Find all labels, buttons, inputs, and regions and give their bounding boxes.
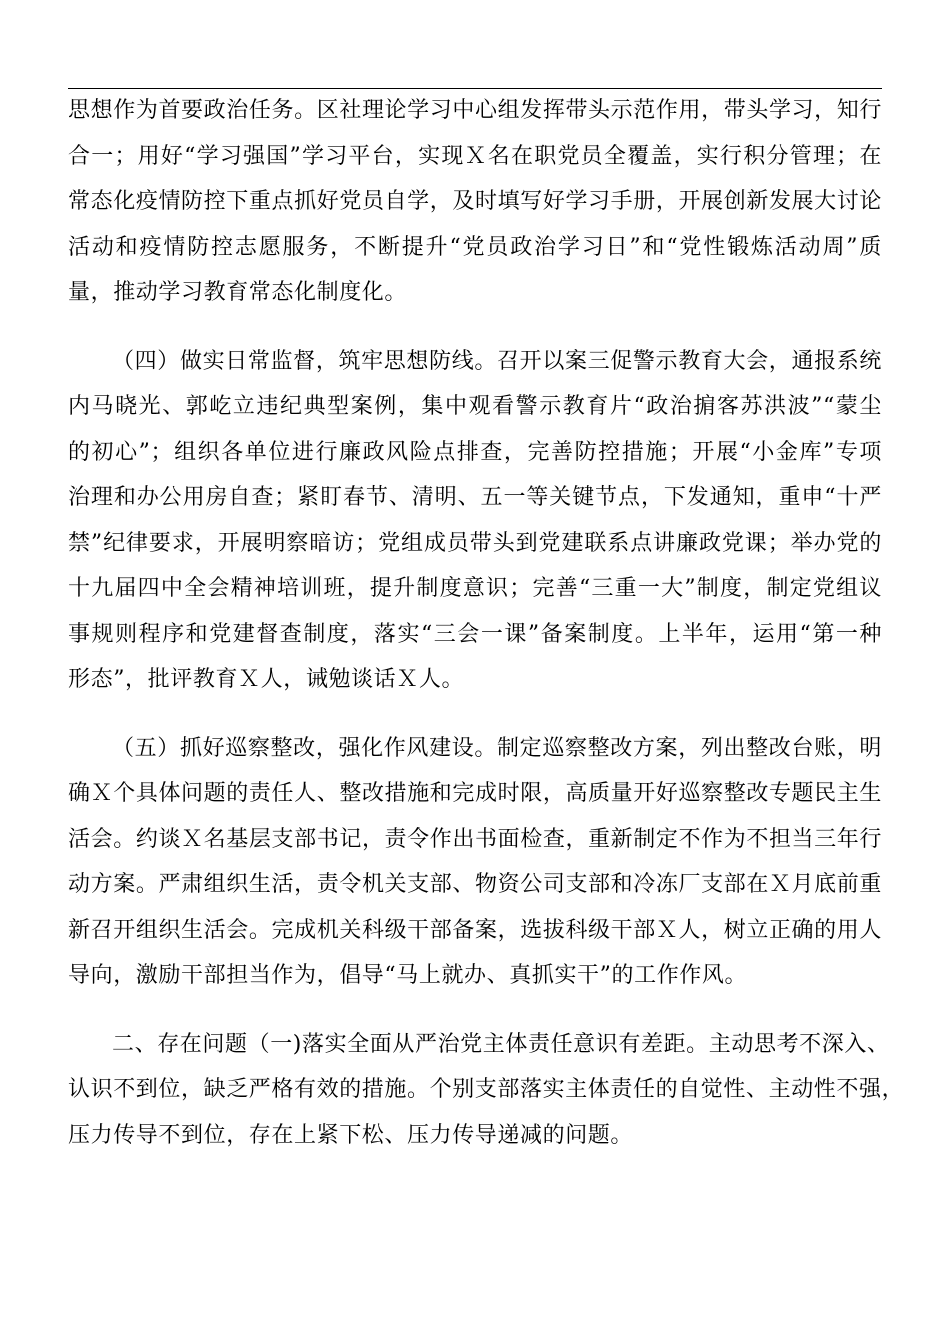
text-line: 十九届四中全会精神培训班，提升制度意识；完善“三重一大”制度，制定党组议 [68,576,882,601]
paragraph-inspection [68,726,882,999]
text-line: 治理和办公用房自查；紧盯春节、清明、五一等关键节点，下发通知，重申“十严 [68,485,882,510]
text-line: 禁”纪律要求，开展明察暗访；党组成员带头到党建联系点讲廉政党课；举办党的 [68,530,882,556]
text-line: 思想作为首要政治任务。区社理论学习中心组发挥带头示范作用，带头学习，知行 [68,98,882,123]
text-line: 常态化疫情防控下重点抓好党员自学，及时填写好学习手册，开展创新发展大讨论 [68,189,882,214]
text-line: 内马晓光、郭屹立违纪典型案例，集中观看警示教育片“政治掮客苏洪波”“蒙尘 [68,394,882,419]
paragraph-study [68,88,882,316]
text-line: 合一；用好“学习强国”学习平台，实现Ｘ名在职党员全覆盖，实行积分管理；在 [68,143,882,169]
text-line: 压力传导不到位，存在上紧下松、压力传导递减的问题。 [68,1122,634,1148]
text-line: 的初心”；组织各单位进行廉政风险点排查，完善防控措施；开展“小金库”专项 [68,439,882,465]
text-line: 二、存在问题（一)落实全面从严治党主体责任意识有差距。主动思考不深入、 [112,1031,890,1057]
document-body [68,88,905,1158]
paragraph-problems [68,1022,905,1159]
text-line: 活动和疫情防控志愿服务，不断提升“党员政治学习日”和“党性锻炼活动周”质 [68,234,882,260]
text-line: （四）做实日常监督，筑牢思想防线。召开以案三促警示教育大会，通报系统 [112,348,882,374]
text-line: 新召开组织生活会。完成机关科级干部备案，选拔科级干部Ｘ人，树立正确的用人 [68,917,882,943]
text-line: 形态”，批评教育Ｘ人，诫勉谈话Ｘ人。 [68,667,465,692]
text-line: 动方案。严肃组织生活，责令机关支部、物资公司支部和冷冻厂支部在Ｘ月底前重 [68,872,882,897]
text-line: 确Ｘ个具体问题的责任人、整改措施和完成时限，高质量开好巡察整改专题民主生 [68,781,882,806]
text-line: 事规则程序和党建督查制度，落实“三会一课”备案制度。上半年，运用“第一种 [68,621,882,647]
text-line: 认识不到位，缺乏严格有效的措施。个别支部落实主体责任的自觉性、主动性不强， [68,1077,905,1102]
text-line: 活会。约谈Ｘ名基层支部书记，责令作出书面检查，重新制定不作为不担当三年行 [68,826,882,852]
text-line: 量，推动学习教育常态化制度化。 [68,280,408,305]
paragraph-supervision [68,339,882,703]
text-line: （五）抓好巡察整改，强化作风建设。制定巡察整改方案，列出整改台账，明 [112,735,882,761]
text-line: 导向，激励干部担当作为，倡导“马上就办、真抓实干”的工作作风。 [68,963,748,988]
